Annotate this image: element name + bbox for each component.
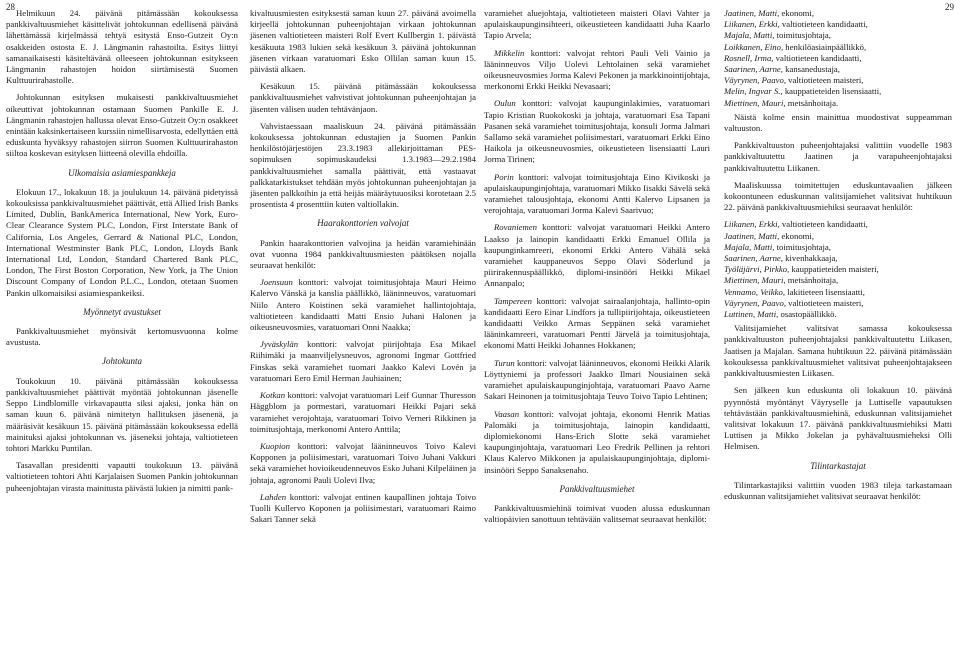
section-heading: Ulkomaisia asiamiespankkeja [68, 167, 176, 178]
member-list [724, 8, 952, 109]
text-column [484, 8, 710, 531]
section-heading: Tilintarkastajat [810, 460, 866, 471]
paragraph: kivaltuusmiesten esityksestä saman kuun 27. päivänä avoimella kirjeellä johtokunnan puheenjohtajan virkaan johtokunnan jäsenen valtiotieteen maisteri Rolf Evert Kullbergin 1. päivästä kesäkuuta 1983 lukien sekä kesäkuun 3. päivänä johtokunnan jäsenen virkaan varatuomari Esko Ollilan saman kuun 15. päivästä alkaen. [250, 8, 476, 75]
list-item: Saarinen, Aarne, kansanedustaja, [724, 64, 840, 75]
paragraph: Pankkivaltuusmiehet myönsivät kertomusvuonna kolme avustusta. [6, 326, 238, 348]
paragraph [484, 222, 710, 289]
paragraph: varamiehet aluejohtaja, valtiotieteen maisteri Olavi Vahter ja apulaiskaupunginsihteeri, oikeustieteen kandidaatti Juha Kaarlo Tapio Arvela; [484, 8, 710, 41]
place-name: Rovaniemen [494, 222, 537, 233]
paragraph: Tasavallan presidentti vapautti toukokuun 13. päivänä valtiotieteen tohtori Ahti Karjalaisen Suomen Pankin johtokunnan puheenjohtajan virasta mainitusta päivästä lukien ja nimitti pank- [6, 460, 238, 493]
list-item: Liikanen, Erkki, valtiotieteen kandidaatti, [724, 19, 868, 30]
paragraph: Vahvistaessaan maaliskuun 24. päivänä pitämässään kokouksessa johtokunnan edustajien ja Suomen Pankin henkilöstöjärjestöjen 23.3.1983 allekirjoittaman PES-sopimuksen sopimuskaudeksi 1.3.1983—29.2.1984 pankkivaltuusmiehet samalla päättivät, että vastaavat palkkatarkistukset tehdään myös johtokunnan puheenjohtajan ja jäsenten palkkoihin ja että heijäs määräytuuosiksi korotetaan 2.5 prosentista 4 prosenttiin kuten valtiollakin. [250, 120, 476, 210]
text-column [250, 8, 476, 531]
list-item: Väyrynen, Paavo, valtiotieteen maisteri, [724, 297, 864, 308]
place-name: Jyväskylän [260, 339, 299, 350]
paragraph-text: konttori: valvojat rehtori Pauli Veli Vainio ja lääninneuvos Viljo Uolevi Lehtolainen sekä varamiehet oikeusneuvosmies Jorma Kalevi Pekonen ja markkinointijohtaja, merkonomi Erkki Heikki Nevasaari; [484, 47, 710, 92]
paragraph-text: konttori: valvojat toimitusjohtaja Eino Kivikoski ja apulaiskaupunginjohtaja, varatuomari Mikko Iisakki Sävelä sekä varamiehet talousjohtaja, ekonomi Antti Kalervo Lipsanen ja verojohtaja, varatuomari Jorma Kalevi Saarivuo; [484, 171, 710, 216]
paragraph: Helmikuun 24. päivänä pitämässään kokouksessa pankkivaltuusmiehet käsittelivät johtokunnan edellisenä päivänä lähettämässä kirjelmässä tehtyä esitystä Enso-Gutzeit Oy:n osakkeiden ostosta E. J. Längmanin rahastoilta. Esitys liittyi samanaikaisesti käsiteltävänä olleeseen johtokunnan esitykseen Längmanin rahastojen hoidon siirtämisestä Suomen Kulttuurirahastolle. [6, 8, 238, 86]
place-name: Turun [494, 357, 515, 368]
list-item: Jaatinen, Matti, ekonomi, [724, 8, 815, 18]
list-item: Rosnell, Irma, valtiotieteen kandidaatti, [724, 52, 862, 63]
paragraph-text: konttori: valvojat kaupunginlakimies, varatuomari Tapio Kristian Ruokokoski ja johtaja, varatuomari Esa Tapani Pasanen sekä varamiehet toimitusjohtaja, konsuli Jorma Jalmari Sallamo sekä varamiehet poliisimestari, varatuomari Erkki Eino Haikola ja oikeusneuvosmies, oikeustieteen lisensiaatti Lauri Jorma Tirinen; [484, 98, 710, 165]
paragraph [484, 48, 710, 93]
list-item: Saarinen, Aarne, kivenhakkaaja, [724, 253, 838, 264]
paragraph-text: konttori: valvojat piirijohtaja Esa Mikael Riihimäki ja maanviljelysneuvos, agronomi Ingmar Gottfried Finskas sekä varamiehet tuomari Jaakko Kalevi Lovén ja varatuomari Eero Emil Herman Jauhiainen; [250, 339, 477, 383]
paragraph-text: konttori: valvojat lääninneuvos, ekonomi Heikki Alarik Löyttyniemi ja professori Jaakko Ilmari Nousiainen sekä varamiehet apulaiskaupunginjohtaja, varatuomari Paavo Aarne Sakari Heinonen ja toimitusjohtaja Teuvo Toivo Tapio Lehtinen; [484, 357, 710, 402]
paragraph-text: konttori: valvojat sairaalanjohtaja, hallinto-opin kandidaatti Eero Einar Lindfors ja tullipiirijohtaja, oikeustieteen kandidaatti Veikko Armas Seppänen sekä varamiehet lääninkamreeri, varatuomari Pentti Järvelä ja toimitusjohtaja, ekonomi Matti Heikki Johannes Hokkanen; [484, 295, 710, 351]
paragraph-text: konttori: valvojat varatuomari Leif Gunnar Thuresson Häggblom ja pormestari, varatuomari Heikki Pajari sekä varamiehet verojohtaja, varatuomari Toivo Verneri Rikkinen ja toimitusjohtaja, merkonomi Antero Anttila; [250, 390, 477, 434]
place-name: Lahden [260, 491, 287, 502]
paragraph-text: konttori: valvojat lääninneuvos Toivo Kalevi Kopponen ja poliisimestari, varatuomari Toivo Juhani Vakkuri sekä varamiehet hovioikeudenneuvos Esko Juhani Kilpeläinen ja johtaja, agronomi Pauli Uolevi Ilva; [250, 440, 477, 485]
page-number: 28 [6, 2, 15, 12]
list-item: Melin, Ingvar S., kauppatieteiden lisensiaatti, [724, 86, 882, 97]
list-item: Liikanen, Erkki, valtiotieteen kandidaatti, [724, 219, 868, 230]
list-item: Väyrynen, Paavo, valtiotieteen maisteri, [724, 75, 864, 86]
paragraph [250, 441, 476, 486]
paragraph-text: konttori: valvojat johtaja, ekonomi Henrik Matias Palomäki ja toimitusjohtaja, lainopin kandidaatti, diplomiekonomi Hans-Erich Slotte sekä varamiehet kaupunginjohtaja, varatuomari Leo Fredrik Pellinen ja rehtori Klaus Kalervo Mikkonen ja apulaiskaupunginjohtaja, diplomi-insinööri Seppo Sanaksenaho. [484, 408, 711, 475]
list-item: Jaatinen, Matti, ekonomi, [724, 230, 815, 241]
list-item: Vennamo, Veikko, lakitieteen lisensiaatti, [724, 286, 865, 297]
paragraph-text: konttori: valvojat toimitusjohtaja Mauri Heimo Kalervo Vänskä ja kanslia päällikkö, lääninneuvos, varatuomari Niilo Antero Koistinen sekä varamiehet hallintojohtaja, valtiotieteen kandidaatti Matti Ensio Juhani Halonen ja oikeusneuvosmies, varatuomari Onni Naakka; [250, 277, 476, 333]
list-item: Luttinen, Matti, osastopäällikkö. [724, 309, 837, 320]
paragraph [250, 277, 476, 333]
place-name: Oulun [494, 98, 516, 109]
place-name: Porin [494, 171, 514, 182]
paragraph: Valitsijamiehet valitsivat samassa kokouksessa pankkivaltuuston puheenjohtajaksi pankkivaltuutettu Liikasen, Jaatisen ja Majalan. Samana huhtikuun 22. päivänä pitämässään kokouksessa pankkivaltuusmiehet valitsivat puheenjohtajakseen pankkivaltuusmiesten Liikasen. [724, 323, 952, 379]
paragraph: Tilintarkastajiksi valittiin vuoden 1983 tileja tarkastamaan eduskunnan valitsijamiehet valitsivat seuraavat henkilöt: [724, 479, 952, 501]
section-heading: Pankkivaltuusmiehet [559, 483, 635, 494]
place-name: Kuopion [260, 440, 290, 451]
section-heading: Myönnetyt avustukset [83, 306, 161, 317]
section-heading: Haarakonttorien valvojat [317, 218, 409, 229]
paragraph [250, 390, 476, 435]
paragraph: Pankkivaltuuston puheenjohtajaksi valittiin vuodelle 1983 pankkivaltuutettu Jaatinen ja varapuheenjohtajaksi pankkivaltuutettu Liikanen. [724, 140, 952, 173]
section-heading: Johtokunta [102, 356, 142, 367]
paragraph [484, 358, 710, 403]
paragraph-text: konttori: valvojat entinen kaupallinen johtaja Toivo Tuolli Kullervo Koponen ja poliisimestari, varatuomari Raimo Sakari Tanner sekä [250, 491, 476, 525]
paragraph-text: konttori: valvojat varatuomari Heikki Antero Laakso ja lainopin kandidaatti Erkki Emanuel Ollila ja kaupunginkamreeri, ekonomi Erkki Antero Vähälä sekä varamiehet kauppaneuvos Seppo Olavi Söderlund ja piirirakennuspäällikkö, diplomi-insinööri Heikki Mikael Annanpalo; [484, 222, 711, 289]
paragraph [484, 98, 710, 165]
place-name: Joensuun [260, 277, 293, 288]
place-name: Kotkan [260, 390, 286, 401]
place-name: Mikkelin [494, 47, 525, 58]
list-item: Miettinen, Mauri, metsänhoitaja. [724, 97, 839, 108]
right-page [480, 0, 960, 668]
text-column [6, 8, 238, 500]
paragraph [250, 492, 476, 526]
paragraph: Elokuun 17., lokakuun 18. ja joulukuun 14. päivänä pidetyissä kokouksissa pankkivaltuusmiehet päättivät, että Allied Irish Banks Limited, Dublin, BankAmerica International, New York, Euro-Clear Clearance System PLC, London, First Interstate Bank of California, Los Angeles, Gerrard & National PLC, London, International Westminster Bank PLC, London, Lloyds Bank International Ltd, London, Standard Chartered Bank PLC, London, The First Boston Corporation, New York, ja The Union Discount Company of London P.L.C., London, otetaan Suomen Pankin ulkomaisiksi asiamiespankeiksi. [6, 186, 238, 298]
list-item: Työläjärvi, Pirkko, kauppatieteiden maisteri, [724, 264, 879, 275]
paragraph [484, 409, 710, 476]
paragraph: Pankkivaltuusmiehinä toimivat vuoden alussa eduskunnan valtiopäivien sanottuun tehtävään valitsemat seuraavat henkilöt: [484, 502, 710, 525]
paragraph [484, 296, 710, 352]
paragraph: Kesäkuun 15. päivänä pitämässään kokouksessa pankkivaltuusmiehet vahvistivat johtokunnan puheenjohtajan ja jäsenten välisen uuden tehtävänjaon. [250, 81, 476, 114]
paragraph: Näistä kolme ensin mainittua muodostivat suppeamman valtuuston. [724, 111, 952, 134]
text-column [724, 8, 952, 508]
list-item: Majala, Matti, toimitusjohtaja, [724, 241, 831, 252]
paragraph: Sen jälkeen kun eduskunta oli lokakuun 10. päivänä pyynnöstä myöntänyt Väyryselle ja Luttiselle vapautuksen tehtävästään pankkivaltuusmiehinä, eduskunnan valitsijamiehet valitsivat lokakuun 17. päivänä pankkivaltuusmiehiksi Matti Luttisen ja Mikko Jokelan ja pyhävaltuusmieheksi Olli Helmisen. [724, 385, 952, 452]
paragraph [484, 172, 710, 217]
place-name: Tampereen [494, 295, 532, 306]
list-item: Miettinen, Mauri, metsänhoitaja, [724, 275, 839, 286]
paragraph: Pankin haarakonttorien valvojina ja heidän varamiehinään ovat vuonna 1984 pankkivaltuusmiesten päätöksen nojalla seuraavat henkilöt: [250, 237, 476, 271]
place-name: Vaasan [494, 408, 520, 419]
paragraph: Toukokuun 10. päivänä pitämässään kokouksessa pankkivaltuusmiehet päättivät myöntää johtokunnan jäsenelle Seppo Lindblomille virkavapautta siksi ajaksi, jonka hän on saman kuun 6. päivänä nimitetyn hallituksen jäsenenä, ja määräsivät kesäkuun 15. päivänä pitämässään kokouksessa edellä mainituksi ajaksi johtokunnan vs. jäseneksi johtaja, valtiotieteen tohtori Markku Puntilan. [6, 375, 238, 453]
paragraph: Johtokunnan esityksen mukaisesti pankkivaltuusmiehet oikeuttivat johtokunnan ostamaan Suomen Pankille E. J. Längmanin rahastojen hallussa olevat Enso-Gutzeit Oy:n osakkeet enintään kaksinkertaiseen kurssiin nimellisarvosta, edellyttäen että eduskunta hyväksyy rahastojen siirron Suomen Kulttuurirahaston siiltoa koskevan esityksen liitteenä olevilla ehdoilla. [6, 92, 238, 159]
paragraph: Maaliskuussa toimitettujen eduskuntavaalien jälkeen kokoontuneen eduskunnan valitsijamiehet valitsivat huhtikuun 22. päivänä pankkivaltuusmiehiksi seuraavat henkilöt: [724, 179, 952, 213]
paragraph [250, 339, 476, 384]
member-list [724, 219, 952, 320]
page-number: 29 [945, 2, 954, 12]
list-item: Loikkanen, Eino, henkilöasiainpäällikkö, [724, 41, 867, 52]
list-item: Majala, Matti, toimitusjohtaja, [724, 30, 831, 41]
